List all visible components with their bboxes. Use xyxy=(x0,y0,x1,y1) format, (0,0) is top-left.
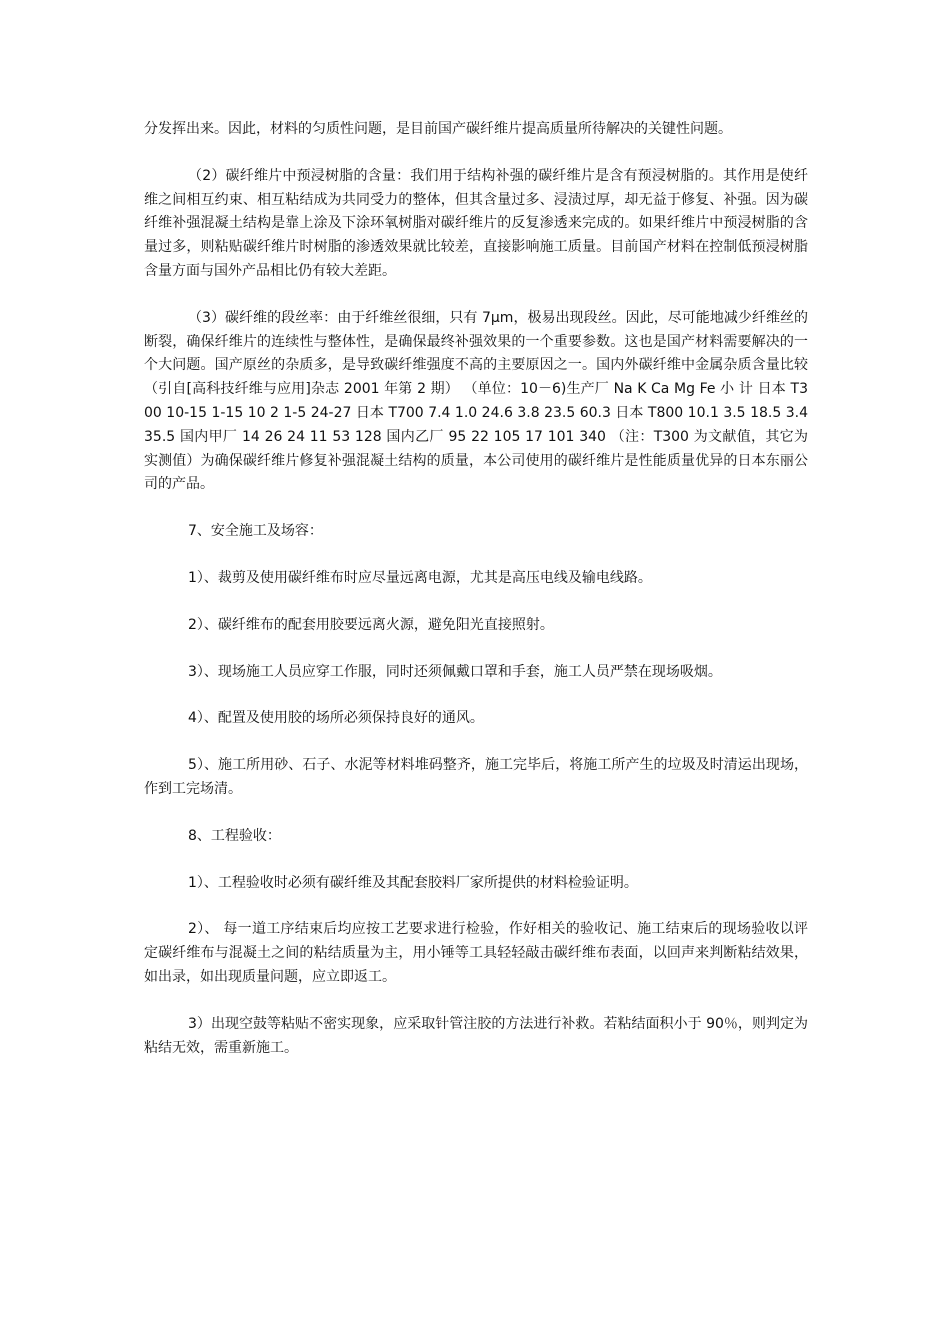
list-item-safety-4: 4）、配置及使用胶的场所必须保持良好的通风。 xyxy=(188,710,484,727)
list-item-safety-2: 2）、碳纤维布的配套用胶要远离火源，避免阳光直接照射。 xyxy=(188,616,554,633)
section-heading-safety: 7、安全施工及场容： xyxy=(188,523,323,540)
list-item-safety-5: 5）、施工所用砂、石子、水泥等材料堆码整齐，施工完毕后，将施工所产生的垃圾及时清运出现场，作到工完场清。 xyxy=(144,757,808,797)
paragraph-continuation: 分发挥出来。因此，材料的匀质性问题，是目前国产碳纤维片提高质量所待解决的关键性问题。 xyxy=(144,121,732,137)
list-item-acceptance-3: 3）出现空鼓等粘贴不密实现象，应采取针管注胶的方法进行补救。若粘结面积小于 90％，则判定为粘结无效，需重新施工。 xyxy=(144,1015,808,1056)
section-heading-acceptance: 8、工程验收： xyxy=(188,827,281,844)
list-item-safety-1: 1）、裁剪及使用碳纤维布时应尽量远离电源，尤其是高压电线及输电线路。 xyxy=(188,569,652,586)
list-item-safety-3: 3）、现场施工人员应穿工作服，同时还须佩戴口罩和手套，施工人员严禁在现场吸烟。 xyxy=(188,663,722,680)
paragraph-resin-content: （2）碳纤维片中预浸树脂的含量：我们用于结构补强的碳纤维片是含有预浸树脂的。其作用是使纤维之间相互约束、相互粘结成为共同受力的整体，但其含量过多、浸渍过厚，却无益于修复、补强。因为碳纤维补强混凝土结构是靠上涂及下涂环氧树脂对碳纤维片的反复渗透来完成的。如果纤维片中预浸树脂的含量过多，则粘贴碳纤维片时树脂的渗透效果就比较差，直接影响施工质量。目前国产材料在控制低预浸树脂含量方面与国外产品相比仍有较大差距。 xyxy=(144,167,808,279)
paragraph-fiber-breakage: （3）碳纤维的段丝率：由于纤维丝很细，只有 7μm，极易出现段丝。因此，尽可能地减少纤维丝的断裂，确保纤维片的连续性与整体性，是确保最终补强效果的一个重要参数。这也是国产材料需要解决的一个大问题。国产原丝的杂质多，是导致碳纤维强度不高的主要原因之一。国内外碳纤维中金属杂质含量比较 （引自[高科技纤维与应用]杂志 2001 年第 2 期） （单位：10－6)生产厂 Na K Ca Mg Fe 小 计 日本 T300 10-15 1-15 10 2 1-5 24-27 日本 T700 7.4 1.0 24.6 3.8 23.5 60.3 日本 T800 10.1 3.5 18.5 3.4 35.5 国内甲厂 14 26 24 11 53 128 国内乙厂 95 22 105 17 101 340 （注：T300 为文献值，其它为实测值）为确保碳纤维片修复补强混凝土结构的质量，本公司使用的碳纤维片是性能质量优异的日本东丽公司的产品。 xyxy=(144,309,808,493)
list-item-acceptance-1: 1）、工程验收时必须有碳纤维及其配套胶料厂家所提供的材料检验证明。 xyxy=(188,874,638,891)
document-page xyxy=(144,118,808,1083)
list-item-acceptance-2: 2）、 每一道工序结束后均应按工艺要求进行检验，作好相关的验收记、施工结束后的现场验收以评定碳纤维布与混凝土之间的粘结质量为主，用小锤等工具轻轻敲击碳纤维布表面，以回声来判断粘结效果，如出录，如出现质量问题，应立即返工。 xyxy=(144,921,808,985)
